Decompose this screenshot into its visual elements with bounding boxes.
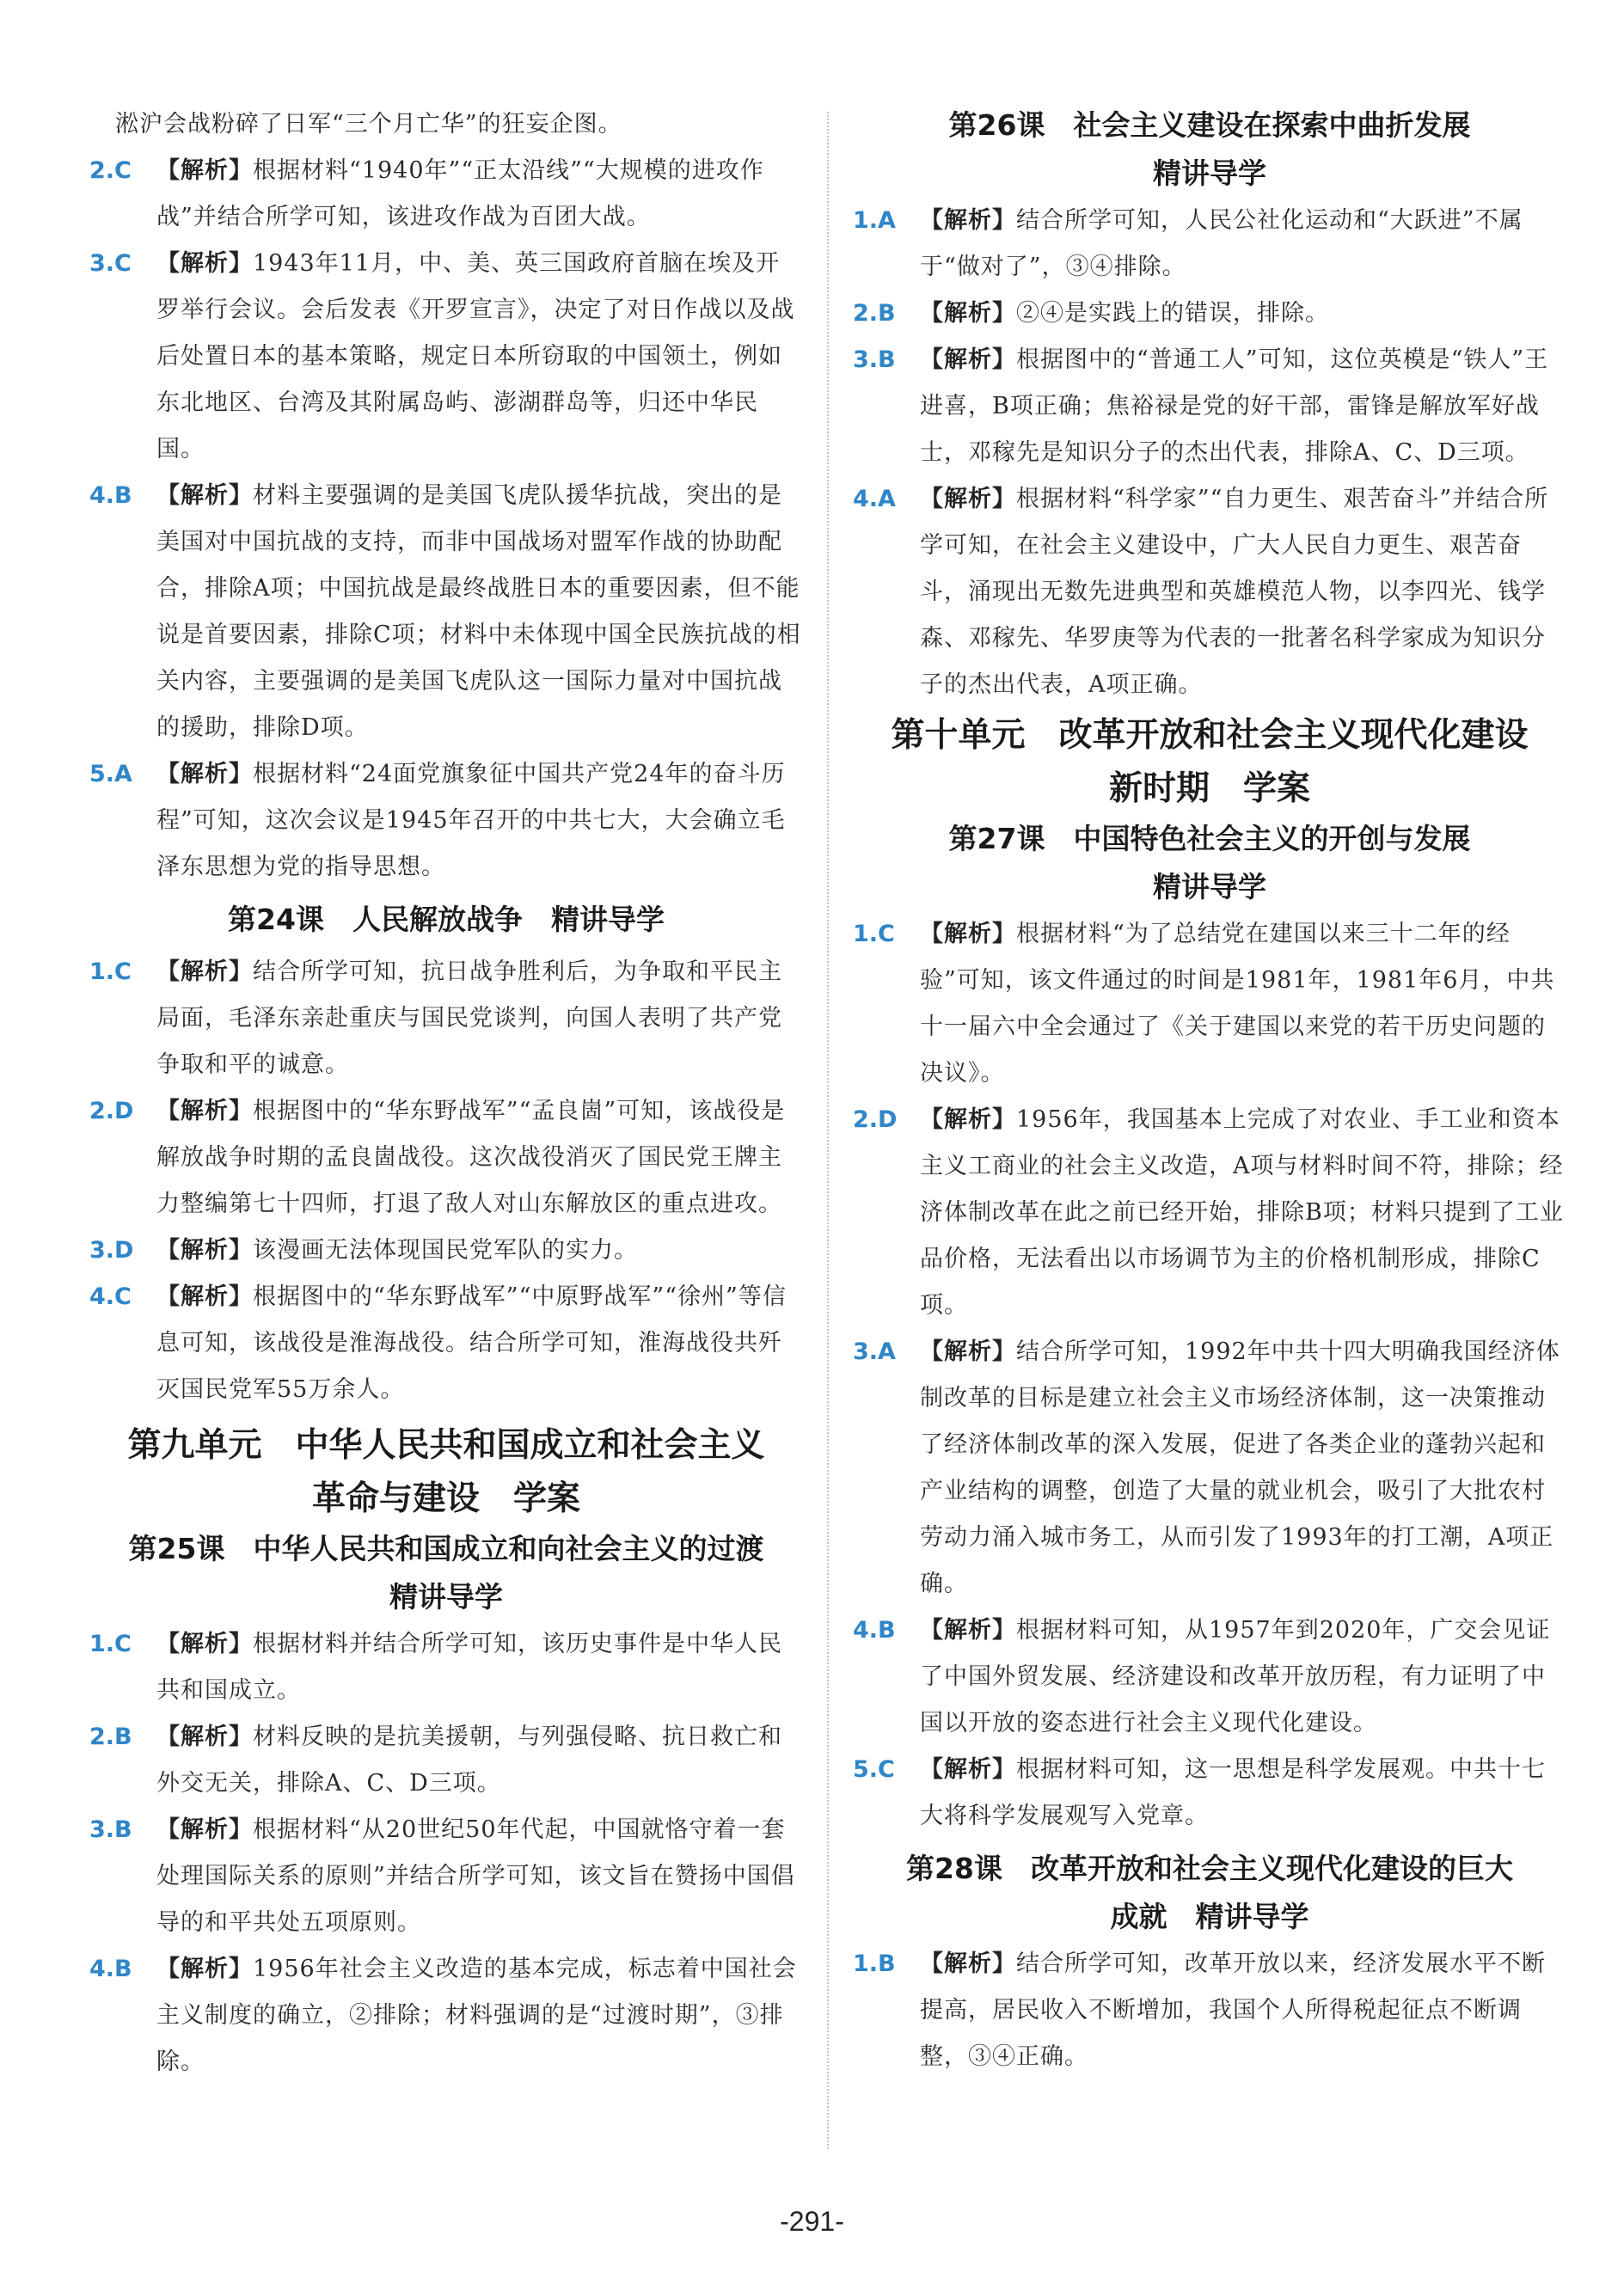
analysis-tag: 【解析】	[156, 1724, 253, 1750]
analysis-tag: 【解析】	[920, 921, 1016, 947]
answer-label: 4.B	[89, 482, 132, 509]
answer-body	[920, 1329, 1566, 1608]
lesson-25-title-line2: 精讲导学	[389, 1580, 503, 1614]
answer-body	[920, 911, 1566, 1097]
answer-label: 2.D	[853, 1106, 898, 1133]
answer-item	[89, 1714, 803, 1807]
lesson-28-title-line2: 成就 精讲导学	[1110, 1900, 1309, 1933]
analysis-text: 根据材料“从20世纪50年代起，中国就恪守着一套处理国际关系的原则”并结合所学可知，该文旨在赞扬中国倡导的和平共处五项原则。	[156, 1816, 795, 1936]
column-divider	[827, 112, 829, 2149]
analysis-text: 结合所学可知，1992年中共十四大明确我国经济体制改革的目标是建立社会主义市场经济体制，这一决策推动了经济体制改革的深入发展，促进了各类企业的蓬勃兴起和产业结构的调整，创造了大量的就业机会，吸引了大批农村劳动力涌入城市务工，从而引发了1993年的打工潮，A项正确。	[920, 1338, 1560, 1597]
analysis-tag: 【解析】	[920, 1338, 1016, 1365]
answer-body	[920, 1097, 1566, 1329]
answer-body	[156, 1621, 803, 1714]
answer-body	[156, 751, 803, 891]
analysis-text: 根据图中的“普通工人”可知，这位英模是“铁人”王进喜，B项正确；焦裕禄是党的好干部，雷锋是解放军好战士，邓稼先是知识分子的杰出代表，排除A、C、D三项。	[920, 346, 1549, 466]
analysis-tag: 【解析】	[920, 300, 1016, 327]
answer-item	[89, 241, 803, 473]
lesson-28-title	[853, 1845, 1566, 1941]
answer-body	[156, 1946, 803, 2085]
analysis-text: 根据材料“1940年”“正太沿线”“大规模的进攻作战”并结合所学可知，该进攻作战为百团大战。	[156, 157, 764, 230]
analysis-tag: 【解析】	[156, 1956, 253, 1982]
answer-label: 5.A	[89, 761, 132, 787]
answer-item	[853, 337, 1566, 476]
answer-item	[853, 198, 1566, 291]
analysis-text: 1956年社会主义改造的基本完成，标志着中国社会主义制度的确立，②排除；材料强调的是“过渡时期”，③排除。	[156, 1956, 797, 2075]
unit-10-title-line2: 新时期 学案	[1108, 769, 1310, 808]
answer-body	[156, 1088, 803, 1228]
answer-item	[89, 1807, 803, 1946]
answer-label: 3.A	[853, 1338, 896, 1365]
answer-label: 1.A	[853, 207, 896, 234]
answer-label: 2.C	[89, 157, 132, 184]
answer-label: 1.B	[853, 1950, 896, 1977]
unit-9-title-line2: 革命与建设 学案	[311, 1479, 580, 1518]
answer-body	[920, 1941, 1566, 2080]
left-answers-c	[89, 1621, 803, 2085]
answer-label: 4.B	[853, 1617, 896, 1644]
right-answers-c	[853, 1941, 1566, 2080]
answer-item	[89, 1621, 803, 1714]
answer-item	[853, 911, 1566, 1097]
unit-10-title	[853, 708, 1566, 815]
analysis-text: 根据材料可知，从1957年到2020年，广交会见证了中国外贸发展、经济建设和改革开放历程，有力证明了中国以开放的姿态进行社会主义现代化建设。	[920, 1617, 1551, 1736]
unit-9-title-line1: 第九单元 中华人民共和国成立和社会主义	[127, 1425, 765, 1465]
lesson-26-title-line1: 第26课 社会主义建设在探索中曲折发展	[948, 108, 1471, 142]
analysis-tag: 【解析】	[156, 1631, 253, 1657]
lesson-25-title	[89, 1525, 803, 1621]
answer-item	[89, 473, 803, 751]
analysis-tag: 【解析】	[156, 482, 253, 509]
answer-body	[920, 291, 1566, 337]
analysis-text: 根据材料并结合所学可知，该历史事件是中华人民共和国成立。	[156, 1631, 782, 1704]
right-column	[853, 101, 1566, 2080]
lesson-24-title: 第24课 人民解放战争 精讲导学	[228, 903, 665, 936]
lesson-28-title-line1: 第28课 改革开放和社会主义现代化建设的巨大	[906, 1852, 1513, 1885]
left-answers-a	[89, 148, 803, 891]
answer-body	[156, 949, 803, 1088]
left-column	[89, 101, 803, 2085]
answer-body	[156, 1807, 803, 1946]
analysis-text: 根据图中的“华东野战军”“中原野战军”“徐州”等信息可知，该战役是淮海战役。结合所学可知，淮海战役共歼灭国民党军55万余人。	[156, 1283, 787, 1403]
analysis-tag: 【解析】	[920, 1950, 1016, 1977]
answer-label: 3.B	[89, 1816, 132, 1843]
analysis-text: ②④是实践上的错误，排除。	[1016, 300, 1329, 327]
answer-item	[89, 1946, 803, 2085]
analysis-tag: 【解析】	[156, 958, 253, 985]
answer-body	[920, 1747, 1566, 1840]
analysis-text: 材料主要强调的是美国飞虎队援华抗战，突出的是美国对中国抗战的支持，而非中国战场对盟军作战的协助配合，排除A项；中国抗战是最终战胜日本的重要因素，但不能说是首要因素，排除C项；材料中未体现中国全民族抗战的相关内容，主要强调的是美国飞虎队这一国际力量对中国抗战的援助，排除D项。	[156, 482, 801, 741]
analysis-tag: 【解析】	[920, 486, 1016, 512]
analysis-tag: 【解析】	[156, 1283, 253, 1310]
analysis-text: 根据材料“24面党旗象征中国共产党24年的奋斗历程”可知，这次会议是1945年召开的中共七大，大会确立毛泽东思想为党的指导思想。	[156, 761, 786, 880]
page-number: -291-	[780, 2206, 844, 2237]
answer-item	[89, 1274, 803, 1413]
answer-item	[89, 1228, 803, 1274]
unit-9-title	[89, 1418, 803, 1525]
analysis-tag: 【解析】	[920, 1106, 1016, 1133]
answer-label: 4.A	[853, 486, 896, 512]
answer-item	[853, 1747, 1566, 1840]
analysis-text: 该漫画无法体现国民党军队的实力。	[253, 1237, 638, 1264]
lesson-26-title	[853, 101, 1566, 198]
answer-body	[920, 337, 1566, 476]
analysis-text: 结合所学可知，改革开放以来，经济发展水平不断提高，居民收入不断增加，我国个人所得税起征点不断调整，③④正确。	[920, 1950, 1546, 2070]
analysis-tag: 【解析】	[156, 1098, 253, 1124]
answer-item	[89, 148, 803, 241]
continuation-text: 淞沪会战粉碎了日军“三个月亡华”的狂妄企图。	[115, 111, 622, 138]
answer-item	[89, 949, 803, 1088]
answer-label: 3.B	[853, 346, 896, 373]
answer-label: 2.B	[89, 1724, 132, 1750]
answer-label: 2.B	[853, 300, 896, 327]
analysis-tag: 【解析】	[156, 1237, 253, 1264]
answer-body	[156, 1228, 803, 1274]
analysis-text: 根据材料“为了总结党在建国以来三十二年的经验”可知，该文件通过的时间是1981年，1981年6月，中共十一届六中全会通过了《关于建国以来党的若干历史问题的决议》。	[920, 921, 1555, 1087]
lesson-27-title	[853, 815, 1566, 911]
answer-label: 1.C	[853, 921, 895, 947]
answer-item	[853, 1608, 1566, 1747]
answer-label: 2.D	[89, 1098, 134, 1124]
answer-body	[156, 241, 803, 473]
answer-label: 4.B	[89, 1956, 132, 1982]
right-answers-b	[853, 911, 1566, 1840]
analysis-tag: 【解析】	[920, 1756, 1016, 1783]
analysis-tag: 【解析】	[920, 207, 1016, 234]
lesson-25-title-line1: 第25课 中华人民共和国成立和向社会主义的过渡	[128, 1532, 764, 1565]
analysis-tag: 【解析】	[920, 1617, 1016, 1644]
left-answers-b	[89, 949, 803, 1413]
answer-item	[853, 476, 1566, 708]
analysis-text: 根据材料“科学家”“自力更生、艰苦奋斗”并结合所学可知，在社会主义建设中，广大人民自力更生、艰苦奋斗，涌现出无数先进典型和英雄模范人物，以李四光、钱学森、邓稼先、华罗庚等为代表的一批著名科学家成为知识分子的杰出代表，A项正确。	[920, 486, 1549, 698]
lesson-26-title-line2: 精讲导学	[1153, 156, 1266, 190]
analysis-tag: 【解析】	[156, 761, 253, 787]
answer-body	[156, 1274, 803, 1413]
analysis-tag: 【解析】	[156, 250, 253, 277]
answer-label: 4.C	[89, 1283, 132, 1310]
analysis-tag: 【解析】	[156, 1816, 253, 1843]
answer-item	[853, 1941, 1566, 2080]
analysis-text: 根据材料可知，这一思想是科学发展观。中共十七大将科学发展观写入党章。	[920, 1756, 1546, 1829]
answer-body	[156, 473, 803, 751]
analysis-text: 结合所学可知，人民公社化运动和“大跃进”不属于“做对了”，③④排除。	[920, 207, 1523, 280]
unit-10-title-line1: 第十单元 改革开放和社会主义现代化建设	[891, 715, 1529, 755]
lesson-27-title-line1: 第27课 中国特色社会主义的开创与发展	[948, 822, 1471, 855]
analysis-text: 结合所学可知，抗日战争胜利后，为争取和平民主局面，毛泽东亲赴重庆与国民党谈判，向国人表明了共产党争取和平的诚意。	[156, 958, 782, 1078]
answer-body	[156, 1714, 803, 1807]
analysis-tag: 【解析】	[920, 346, 1016, 373]
answer-body	[920, 198, 1566, 291]
analysis-tag: 【解析】	[156, 157, 253, 184]
analysis-text: 根据图中的“华东野战军”“孟良崮”可知，该战役是解放战争时期的孟良崮战役。这次战役消灭了国民党王牌主力整编第七十四师，打退了敌人对山东解放区的重点进攻。	[156, 1098, 786, 1217]
analysis-text: 材料反映的是抗美援朝，与列强侵略、抗日救亡和外交无关，排除A、C、D三项。	[156, 1724, 782, 1797]
answer-item	[853, 1097, 1566, 1329]
answer-item	[853, 1329, 1566, 1608]
answer-item	[89, 1088, 803, 1228]
answer-body	[156, 148, 803, 241]
answer-body	[920, 1608, 1566, 1747]
answer-body	[920, 476, 1566, 708]
right-answers-a	[853, 198, 1566, 708]
answer-item	[853, 291, 1566, 337]
answer-label: 1.C	[89, 1631, 132, 1657]
analysis-text: 1943年11月，中、美、英三国政府首脑在埃及开罗举行会议。会后发表《开罗宣言》，决定了对日作战以及战后处置日本的基本策略，规定日本所窃取的中国领土，例如东北地区、台湾及其附属岛屿、澎湖群岛等，归还中华民国。	[156, 250, 795, 462]
lesson-27-title-line2: 精讲导学	[1153, 870, 1266, 903]
answer-label: 3.C	[89, 250, 132, 277]
answer-label: 5.C	[853, 1756, 895, 1783]
analysis-text: 1956年，我国基本上完成了对农业、手工业和资本主义工商业的社会主义改造，A项与材料时间不符，排除；经济体制改革在此之前已经开始，排除B项；材料只提到了工业品价格，无法看出以市场调节为主的价格机制形成，排除C项。	[920, 1106, 1564, 1319]
answer-label: 3.D	[89, 1237, 134, 1264]
answer-label: 1.C	[89, 958, 132, 985]
answer-item	[89, 751, 803, 891]
